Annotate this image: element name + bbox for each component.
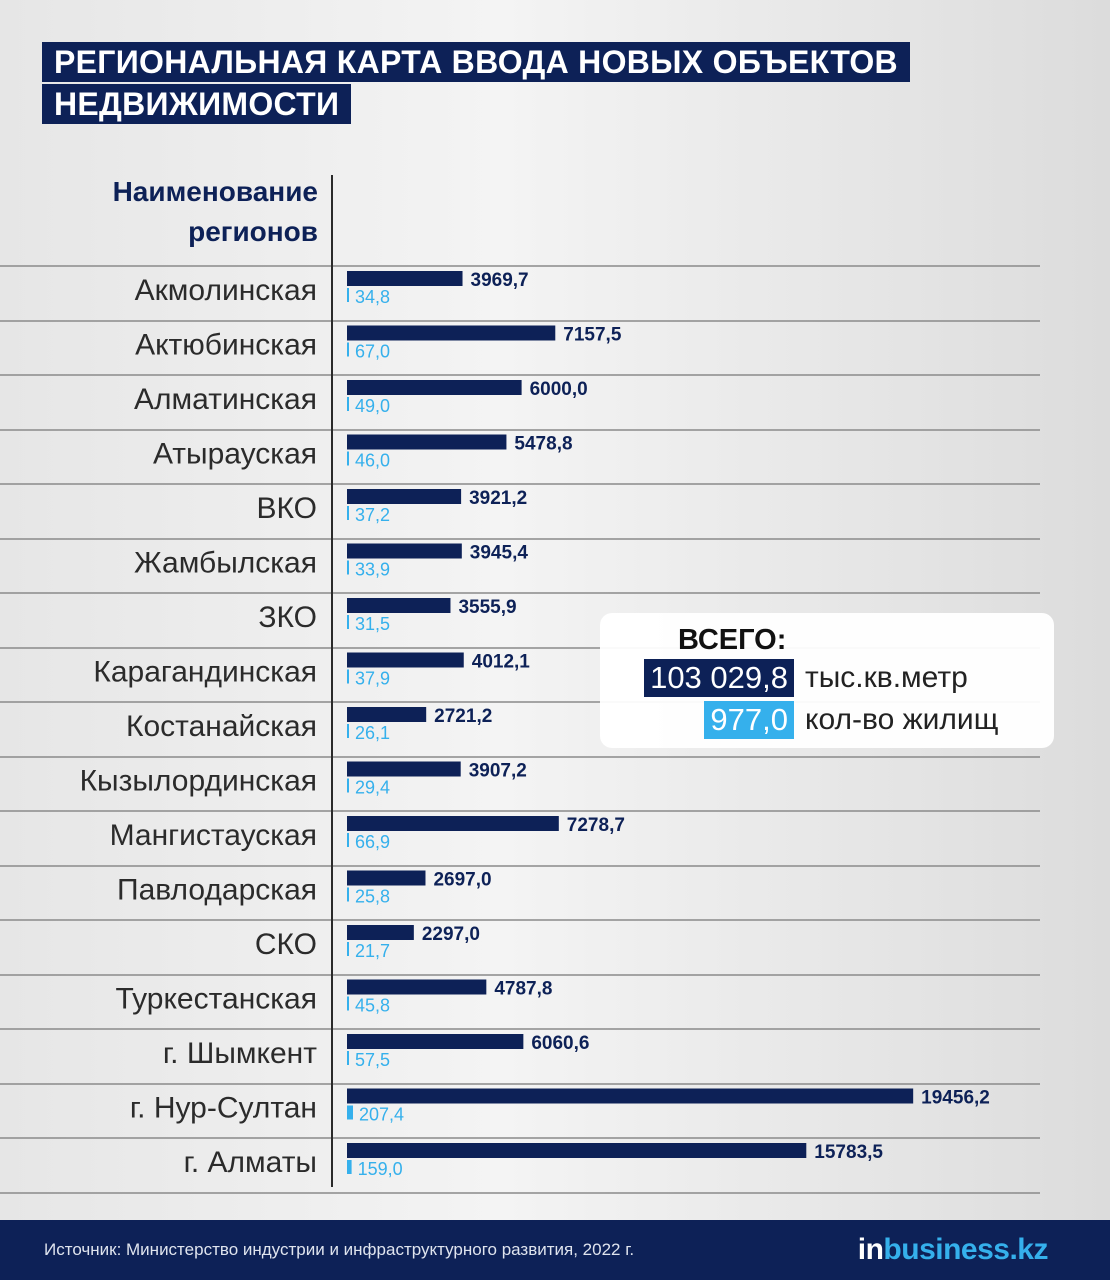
area-value-label: 7157,5 [563,324,622,346]
homes-value-label: 37,9 [355,668,391,689]
area-bar [347,707,426,722]
homes-value-label: 21,7 [355,941,391,961]
area-value-label: 2721,2 [434,706,493,727]
title-line-2: НЕДВИЖИМОСТИ [42,84,351,124]
area-bar [347,598,450,613]
area-value-label: 4012,1 [471,651,530,673]
homes-bar [347,506,349,520]
area-value-label: 7278,7 [566,815,625,836]
area-bar [347,925,414,940]
area-bar [347,816,559,831]
homes-bar [347,1106,353,1120]
homes-value-label: 45,8 [355,995,391,1016]
region-label: Кызылординская [79,764,317,798]
region-label: Туркестанская [115,982,317,1016]
homes-value-label: 37,2 [355,505,391,525]
homes-bar [347,452,349,466]
homes-bar [347,670,349,684]
homes-value-label: 46,0 [355,450,391,471]
region-label: Акмолинская [134,274,317,307]
area-value-label: 3945,4 [469,542,528,564]
area-bar [347,1089,913,1104]
area-value-label: 5478,8 [514,433,573,455]
homes-value-label: 49,0 [355,396,391,416]
homes-bar [347,1051,349,1065]
homes-bar [347,288,349,302]
area-bar [347,762,461,777]
homes-bar [347,779,349,793]
axis-divider [331,175,333,1187]
homes-bar [347,997,349,1011]
homes-bar [347,1160,352,1174]
homes-value-label: 33,9 [355,559,391,580]
area-value-label: 3921,2 [469,488,528,509]
logo-part-in: in [857,1233,884,1266]
homes-value-label: 207,4 [359,1104,405,1125]
totals-heading: ВСЕГО: [678,624,787,656]
area-value-label: 6000,0 [529,379,588,400]
region-label: СКО [254,928,317,961]
totals-box [600,613,1054,748]
region-label: Карагандинская [93,655,317,689]
region-label: г. Шымкент [162,1037,317,1070]
homes-value-label: 159,0 [357,1159,403,1179]
area-bar [347,435,506,450]
area-value-label: 3969,7 [470,270,529,291]
totals-area-unit: тыс.кв.метр [805,661,968,694]
region-label: г. Алматы [183,1146,317,1179]
region-label: Жамбылская [134,546,317,580]
area-bar [347,326,555,341]
area-value-label: 19456,2 [921,1087,990,1109]
homes-bar [347,615,349,629]
region-label: ЗКО [258,601,317,634]
area-bar [347,489,461,504]
homes-bar [347,888,349,902]
totals-area-value: 103 029,8 [644,659,794,697]
area-value-label: 3555,9 [458,597,517,618]
area-value-label: 2297,0 [421,924,480,945]
area-bar [347,871,425,886]
homes-bar [347,343,349,357]
homes-value-label: 66,9 [355,832,391,852]
area-value-label: 2697,0 [433,869,492,891]
area-value-label: 4787,8 [494,978,553,1000]
title-line-1: РЕГИОНАЛЬНАЯ КАРТА ВВОДА НОВЫХ ОБЪЕКТОВ [42,42,910,82]
homes-bar [347,561,349,575]
area-bar [347,653,464,668]
homes-value-label: 29,4 [355,777,391,798]
region-label: Атырауская [152,437,317,471]
region-label: Актюбинская [135,328,317,362]
region-label: г. Нур-Султан [129,1091,317,1125]
area-bar [347,980,486,995]
area-value-label: 3907,2 [468,760,527,782]
area-bar [347,271,463,286]
area-bar [347,1143,806,1158]
region-label: ВКО [256,492,317,525]
region-label: Павлодарская [117,873,317,907]
region-label: Мангистауская [109,819,317,852]
logo-part-business: business.kz [883,1233,1048,1266]
source-text: Источник: Министерство индустрии и инфраструктурного развития, 2022 г. [44,1240,635,1259]
totals-homes-value: 977,0 [704,701,794,739]
area-bar [347,380,522,395]
homes-bar [347,833,349,847]
column-header-line-2: регионов [188,216,318,247]
inbusiness-logo [858,1232,1048,1268]
homes-bar [347,397,349,411]
footer [0,1220,1110,1280]
homes-value-label: 67,0 [355,341,391,362]
totals-homes-unit: кол-во жилищ [805,703,999,736]
region-label: Алматинская [134,383,317,416]
homes-value-label: 34,8 [355,287,391,307]
area-bar [347,544,462,559]
area-value-label: 6060,6 [531,1033,590,1054]
homes-bar [347,942,349,956]
column-header-line-1: Наименование [112,176,318,207]
homes-value-label: 26,1 [355,723,391,743]
homes-bar [347,724,349,738]
region-label: Костанайская [126,710,317,743]
homes-value-label: 25,8 [355,886,391,907]
area-value-label: 15783,5 [814,1142,883,1163]
area-bar [347,1034,523,1049]
homes-value-label: 31,5 [355,614,391,634]
homes-value-label: 57,5 [355,1050,391,1070]
